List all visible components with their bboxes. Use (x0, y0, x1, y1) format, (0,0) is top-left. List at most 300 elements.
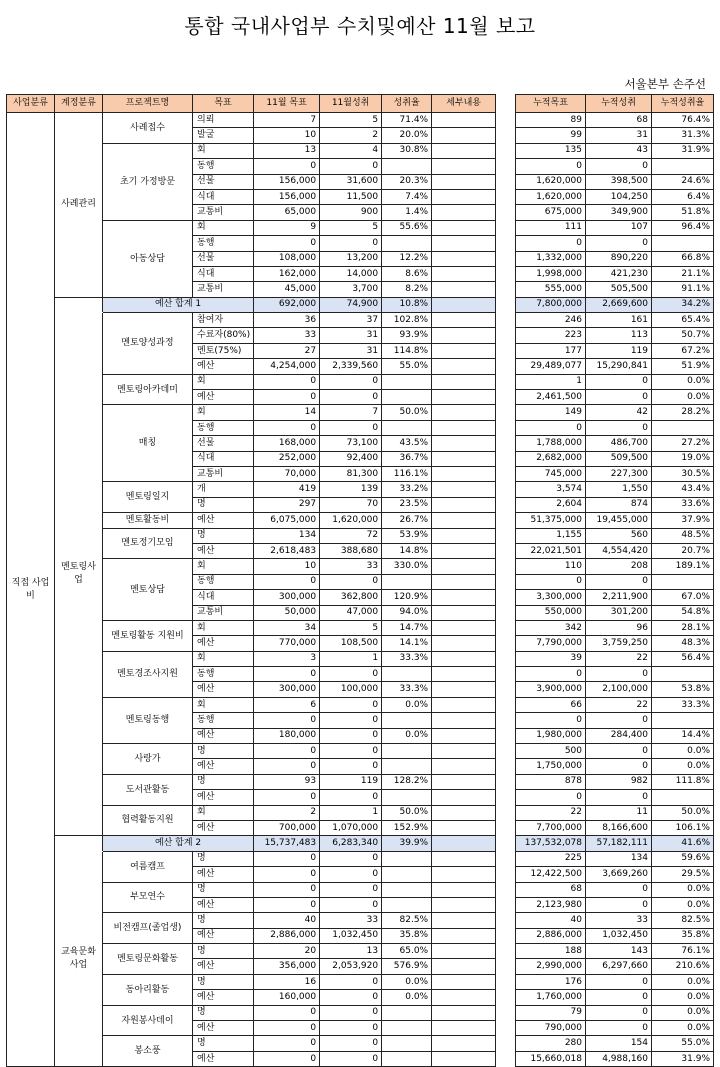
actual-cell: 139 (320, 482, 382, 497)
cum-rate-cell: 0.0% (652, 1021, 714, 1036)
actual-cell: 0 (320, 574, 382, 589)
unit-cell: 선물 (193, 251, 254, 266)
cum-rate-cell: 20.7% (652, 543, 714, 558)
target-cell: 156,000 (254, 174, 320, 189)
cum-target-cell: 176 (516, 974, 586, 989)
cum-target-cell: 0 (516, 236, 586, 251)
table-row (516, 974, 714, 989)
actual-cell: 73,100 (320, 436, 382, 451)
table-row (7, 113, 496, 128)
actual-cell: 6,283,340 (320, 836, 382, 851)
detail-cell (432, 1005, 496, 1020)
target-cell: 7 (254, 113, 320, 128)
unit-cell: 명 (193, 1005, 254, 1020)
cum-rate-cell: 67.0% (652, 590, 714, 605)
cum-rate-cell: 210.6% (652, 959, 714, 974)
target-cell: 0 (254, 790, 320, 805)
actual-cell: 0 (320, 851, 382, 866)
cum-target-cell: 0 (516, 574, 586, 589)
cum-rate-cell: 0.0% (652, 374, 714, 389)
cum-target-cell: 280 (516, 1036, 586, 1051)
cum-actual-cell: 2,211,900 (586, 590, 652, 605)
unit-cell: 멘토(75%) (193, 343, 254, 358)
cum-target-cell: 745,000 (516, 466, 586, 481)
project-name: 동아리활동 (103, 974, 193, 1005)
cum-actual-cell: 2,100,000 (586, 682, 652, 697)
cum-target-cell: 878 (516, 774, 586, 789)
target-cell: 168,000 (254, 436, 320, 451)
cum-target-cell: 137,532,078 (516, 836, 586, 851)
cum-rate-cell: 21.1% (652, 266, 714, 281)
table-row (516, 420, 714, 435)
actual-cell: 2 (320, 128, 382, 143)
table-row (516, 313, 714, 328)
main-table (6, 94, 496, 1067)
unit-cell: 수료자(80%) (193, 328, 254, 343)
cum-rate-cell: 27.2% (652, 436, 714, 451)
target-cell: 45,000 (254, 282, 320, 297)
detail-cell (432, 620, 496, 635)
rate-cell (382, 1021, 432, 1036)
detail-cell (432, 174, 496, 189)
cum-actual-cell: 560 (586, 528, 652, 543)
detail-cell (432, 251, 496, 266)
cum-rate-cell: 0.0% (652, 744, 714, 759)
unit-cell: 교통비 (193, 282, 254, 297)
cum-actual-cell: 0 (586, 990, 652, 1005)
unit-cell: 선물 (193, 174, 254, 189)
cum-rate-cell: 50.7% (652, 328, 714, 343)
cum-target-cell: 0 (516, 667, 586, 682)
table-row (516, 697, 714, 712)
cum-actual-cell: 0 (586, 574, 652, 589)
unit-cell: 명 (193, 774, 254, 789)
cum-rate-cell: 0.0% (652, 974, 714, 989)
target-cell: 300,000 (254, 682, 320, 697)
table-row (516, 405, 714, 420)
cum-actual-cell: 134 (586, 851, 652, 866)
rate-cell (382, 374, 432, 389)
actual-cell: 47,000 (320, 605, 382, 620)
table-row (516, 759, 714, 774)
rate-cell: 1.4% (382, 205, 432, 220)
rate-cell: 53.9% (382, 528, 432, 543)
account-category: 교육문화 사업 (55, 851, 103, 1066)
cum-target-cell: 0 (516, 420, 586, 435)
table-row (516, 451, 714, 466)
table-row (516, 328, 714, 343)
project-name: 사랑가 (103, 744, 193, 775)
rate-cell: 12.2% (382, 251, 432, 266)
cum-target-cell: 2,886,000 (516, 928, 586, 943)
account-gap (55, 836, 103, 851)
cum-rate-cell: 43.4% (652, 482, 714, 497)
main-table-header (7, 95, 496, 113)
project-name: 멘토활동비 (103, 513, 193, 528)
project-name: 멘토링활동 지원비 (103, 620, 193, 651)
rate-cell: 33.3% (382, 651, 432, 666)
rate-cell (382, 759, 432, 774)
actual-cell: 0 (320, 1036, 382, 1051)
rate-cell: 102.8% (382, 313, 432, 328)
project-name: 멘토링동행 (103, 697, 193, 743)
actual-cell: 70 (320, 497, 382, 512)
unit-cell: 예산 (193, 636, 254, 651)
cum-target-cell: 0 (516, 790, 586, 805)
cum-actual-cell: 0 (586, 374, 652, 389)
project-name: 멘토상담 (103, 559, 193, 621)
cum-actual-cell: 68 (586, 113, 652, 128)
table-row (516, 189, 714, 204)
target-cell: 6,075,000 (254, 513, 320, 528)
actual-cell: 0 (320, 759, 382, 774)
target-cell: 0 (254, 851, 320, 866)
cum-target-cell: 135 (516, 143, 586, 158)
target-cell: 692,000 (254, 297, 320, 312)
detail-cell (432, 1051, 496, 1066)
actual-cell: 362,800 (320, 590, 382, 605)
unit-cell: 동행 (193, 574, 254, 589)
cum-actual-cell: 1,550 (586, 482, 652, 497)
table-row (516, 282, 714, 297)
cum-rate-cell: 189.1% (652, 559, 714, 574)
rate-cell (382, 1036, 432, 1051)
detail-cell (432, 313, 496, 328)
detail-cell (432, 343, 496, 358)
unit-cell: 명 (193, 851, 254, 866)
cumulative-table-header (516, 95, 714, 113)
table-row (516, 374, 714, 389)
target-cell: 0 (254, 759, 320, 774)
rate-cell (382, 897, 432, 912)
actual-cell: 0 (320, 159, 382, 174)
target-cell: 0 (254, 236, 320, 251)
rate-cell: 94.0% (382, 605, 432, 620)
rate-cell: 33.3% (382, 682, 432, 697)
table-row (516, 651, 714, 666)
target-cell: 700,000 (254, 820, 320, 835)
table-row (516, 205, 714, 220)
detail-cell (432, 744, 496, 759)
table-row (516, 990, 714, 1005)
actual-cell: 388,680 (320, 543, 382, 558)
unit-cell: 예산 (193, 359, 254, 374)
target-cell: 10 (254, 128, 320, 143)
detail-cell (432, 282, 496, 297)
cum-target-cell: 29,489,077 (516, 359, 586, 374)
cum-rate-cell: 56.4% (652, 651, 714, 666)
target-cell: 13 (254, 143, 320, 158)
target-cell: 16 (254, 974, 320, 989)
target-cell: 93 (254, 774, 320, 789)
cum-target-cell: 790,000 (516, 1021, 586, 1036)
table-row (516, 867, 714, 882)
cum-actual-cell: 0 (586, 790, 652, 805)
cum-actual-cell: 113 (586, 328, 652, 343)
cum-rate-cell: 0.0% (652, 390, 714, 405)
detail-cell (432, 728, 496, 743)
target-cell: 180,000 (254, 728, 320, 743)
actual-cell: 33 (320, 913, 382, 928)
target-cell: 770,000 (254, 636, 320, 651)
cum-target-cell: 2,461,500 (516, 390, 586, 405)
detail-cell (432, 851, 496, 866)
rate-cell (382, 851, 432, 866)
subtotal-label: 예산 합계 1 (103, 297, 254, 312)
cum-actual-cell: 0 (586, 759, 652, 774)
cum-target-cell: 1,760,000 (516, 990, 586, 1005)
cum-target-cell: 51,375,000 (516, 513, 586, 528)
cum-rate-cell: 30.5% (652, 466, 714, 481)
target-cell: 356,000 (254, 959, 320, 974)
subtotal-row (516, 297, 714, 312)
target-cell: 0 (254, 882, 320, 897)
unit-cell: 교통비 (193, 205, 254, 220)
cum-rate-cell: 111.8% (652, 774, 714, 789)
detail-cell (432, 205, 496, 220)
detail-cell (432, 405, 496, 420)
cum-target-cell: 39 (516, 651, 586, 666)
column-header: 계정분류 (55, 95, 103, 113)
cum-rate-cell (652, 159, 714, 174)
account-category: 사례관리 (55, 113, 103, 298)
cum-target-cell: 2,990,000 (516, 959, 586, 974)
cum-actual-cell: 301,200 (586, 605, 652, 620)
column-header: 사업분류 (7, 95, 55, 113)
unit-cell: 회 (193, 559, 254, 574)
rate-cell: 43.5% (382, 436, 432, 451)
table-row (7, 313, 496, 328)
cum-rate-cell: 48.3% (652, 636, 714, 651)
rate-cell: 14.8% (382, 543, 432, 558)
cum-target-cell: 0 (516, 713, 586, 728)
cum-actual-cell: 161 (586, 313, 652, 328)
rate-cell: 55.6% (382, 220, 432, 235)
cum-rate-cell: 31.3% (652, 128, 714, 143)
actual-cell: 2,339,560 (320, 359, 382, 374)
table-row (516, 528, 714, 543)
target-cell: 0 (254, 1005, 320, 1020)
cum-target-cell: 1,155 (516, 528, 586, 543)
detail-cell (432, 651, 496, 666)
detail-cell (432, 959, 496, 974)
cum-rate-cell: 31.9% (652, 143, 714, 158)
cum-actual-cell: 8,166,600 (586, 820, 652, 835)
cum-rate-cell: 55.0% (652, 1036, 714, 1051)
account-gap (55, 297, 103, 312)
column-header: 11월 목표 (254, 95, 320, 113)
project-name: 초기 가정방문 (103, 143, 193, 220)
actual-cell: 4 (320, 143, 382, 158)
table-row (516, 728, 714, 743)
cum-rate-cell: 96.4% (652, 220, 714, 235)
target-cell: 160,000 (254, 990, 320, 1005)
cum-target-cell: 110 (516, 559, 586, 574)
table-row (516, 667, 714, 682)
cum-actual-cell: 227,300 (586, 466, 652, 481)
actual-cell: 2,053,920 (320, 959, 382, 974)
cum-actual-cell: 107 (586, 220, 652, 235)
table-row (516, 236, 714, 251)
target-cell: 0 (254, 390, 320, 405)
rate-cell: 33.2% (382, 482, 432, 497)
actual-cell: 0 (320, 897, 382, 912)
target-cell: 300,000 (254, 590, 320, 605)
project-name: 멘토경조사지원 (103, 651, 193, 697)
unit-cell: 동행 (193, 159, 254, 174)
rate-cell (382, 867, 432, 882)
cumulative-table (515, 94, 714, 1067)
unit-cell: 예산 (193, 1051, 254, 1066)
detail-cell (432, 836, 496, 851)
cum-actual-cell: 19,455,000 (586, 513, 652, 528)
detail-cell (432, 482, 496, 497)
actual-cell: 31 (320, 328, 382, 343)
target-cell: 0 (254, 1036, 320, 1051)
target-cell: 0 (254, 574, 320, 589)
detail-cell (432, 805, 496, 820)
cum-rate-cell: 91.1% (652, 282, 714, 297)
cum-actual-cell: 505,500 (586, 282, 652, 297)
detail-cell (432, 1036, 496, 1051)
unit-cell: 예산 (193, 390, 254, 405)
target-cell: 2,886,000 (254, 928, 320, 943)
cum-actual-cell: 398,500 (586, 174, 652, 189)
table-row (516, 143, 714, 158)
cum-target-cell: 7,790,000 (516, 636, 586, 651)
table-row (516, 1036, 714, 1051)
cum-target-cell: 1,980,000 (516, 728, 586, 743)
rate-cell: 8.6% (382, 266, 432, 281)
unit-cell: 식대 (193, 590, 254, 605)
table-row (516, 682, 714, 697)
table-row (516, 959, 714, 974)
target-cell: 34 (254, 620, 320, 635)
table-row (516, 574, 714, 589)
actual-cell: 74,900 (320, 297, 382, 312)
cum-rate-cell: 28.2% (652, 405, 714, 420)
cum-rate-cell: 65.4% (652, 313, 714, 328)
cum-target-cell: 342 (516, 620, 586, 635)
cum-actual-cell: 96 (586, 620, 652, 635)
cum-target-cell: 79 (516, 1005, 586, 1020)
table-row (7, 851, 496, 866)
detail-cell (432, 790, 496, 805)
detail-cell (432, 189, 496, 204)
rate-cell: 576.9% (382, 959, 432, 974)
target-cell: 27 (254, 343, 320, 358)
detail-cell (432, 882, 496, 897)
unit-cell: 예산 (193, 543, 254, 558)
target-cell: 50,000 (254, 605, 320, 620)
subtotal-row (7, 297, 496, 312)
detail-cell (432, 528, 496, 543)
cum-rate-cell: 0.0% (652, 897, 714, 912)
actual-cell: 33 (320, 559, 382, 574)
cum-actual-cell: 1,032,450 (586, 928, 652, 943)
table-row (516, 251, 714, 266)
project-name: 여름캠프 (103, 851, 193, 882)
project-name: 부모연수 (103, 882, 193, 913)
cum-rate-cell: 48.5% (652, 528, 714, 543)
cum-rate-cell: 33.3% (652, 697, 714, 712)
cum-target-cell: 500 (516, 744, 586, 759)
cum-rate-cell: 67.2% (652, 343, 714, 358)
cum-actual-cell: 33 (586, 913, 652, 928)
column-header: 목표 (193, 95, 254, 113)
actual-cell: 1,032,450 (320, 928, 382, 943)
unit-cell: 동행 (193, 420, 254, 435)
project-name: 아동상담 (103, 220, 193, 297)
target-cell: 162,000 (254, 266, 320, 281)
cum-rate-cell: 0.0% (652, 990, 714, 1005)
rate-cell: 7.4% (382, 189, 432, 204)
cum-target-cell: 22 (516, 805, 586, 820)
unit-cell: 명 (193, 1036, 254, 1051)
actual-cell: 1 (320, 805, 382, 820)
cum-actual-cell: 22 (586, 697, 652, 712)
table-row (516, 266, 714, 281)
cum-actual-cell: 982 (586, 774, 652, 789)
table-row (516, 1005, 714, 1020)
cum-actual-cell: 0 (586, 1005, 652, 1020)
subtotal-row (7, 836, 496, 851)
unit-cell: 명 (193, 944, 254, 959)
cum-actual-cell: 11 (586, 805, 652, 820)
target-cell: 0 (254, 897, 320, 912)
table-row (516, 343, 714, 358)
rate-cell (382, 667, 432, 682)
cum-actual-cell: 22 (586, 651, 652, 666)
cum-actual-cell: 208 (586, 559, 652, 574)
detail-cell (432, 605, 496, 620)
actual-cell: 31 (320, 343, 382, 358)
unit-cell: 예산 (193, 1021, 254, 1036)
target-cell: 0 (254, 867, 320, 882)
unit-cell: 의뢰 (193, 113, 254, 128)
cum-actual-cell: 890,220 (586, 251, 652, 266)
cum-rate-cell: 0.0% (652, 759, 714, 774)
column-header: 누적목표 (516, 95, 586, 113)
cum-actual-cell: 0 (586, 667, 652, 682)
table-row (516, 128, 714, 143)
rate-cell (382, 1005, 432, 1020)
rate-cell: 30.8% (382, 143, 432, 158)
actual-cell: 5 (320, 220, 382, 235)
rate-cell (382, 882, 432, 897)
detail-cell (432, 390, 496, 405)
cum-actual-cell: 15,290,841 (586, 359, 652, 374)
target-cell: 252,000 (254, 451, 320, 466)
rate-cell: 50.0% (382, 805, 432, 820)
cum-rate-cell: 28.1% (652, 620, 714, 635)
actual-cell: 1 (320, 651, 382, 666)
rate-cell: 8.2% (382, 282, 432, 297)
subtotal-row (516, 836, 714, 851)
detail-cell (432, 1021, 496, 1036)
table-row (516, 436, 714, 451)
cum-actual-cell: 349,900 (586, 205, 652, 220)
cum-rate-cell (652, 574, 714, 589)
table-row (516, 1051, 714, 1066)
rate-cell (382, 159, 432, 174)
detail-cell (432, 990, 496, 1005)
detail-cell (432, 374, 496, 389)
target-cell: 0 (254, 667, 320, 682)
unit-cell: 예산 (193, 682, 254, 697)
detail-cell (432, 128, 496, 143)
cum-rate-cell: 29.5% (652, 867, 714, 882)
